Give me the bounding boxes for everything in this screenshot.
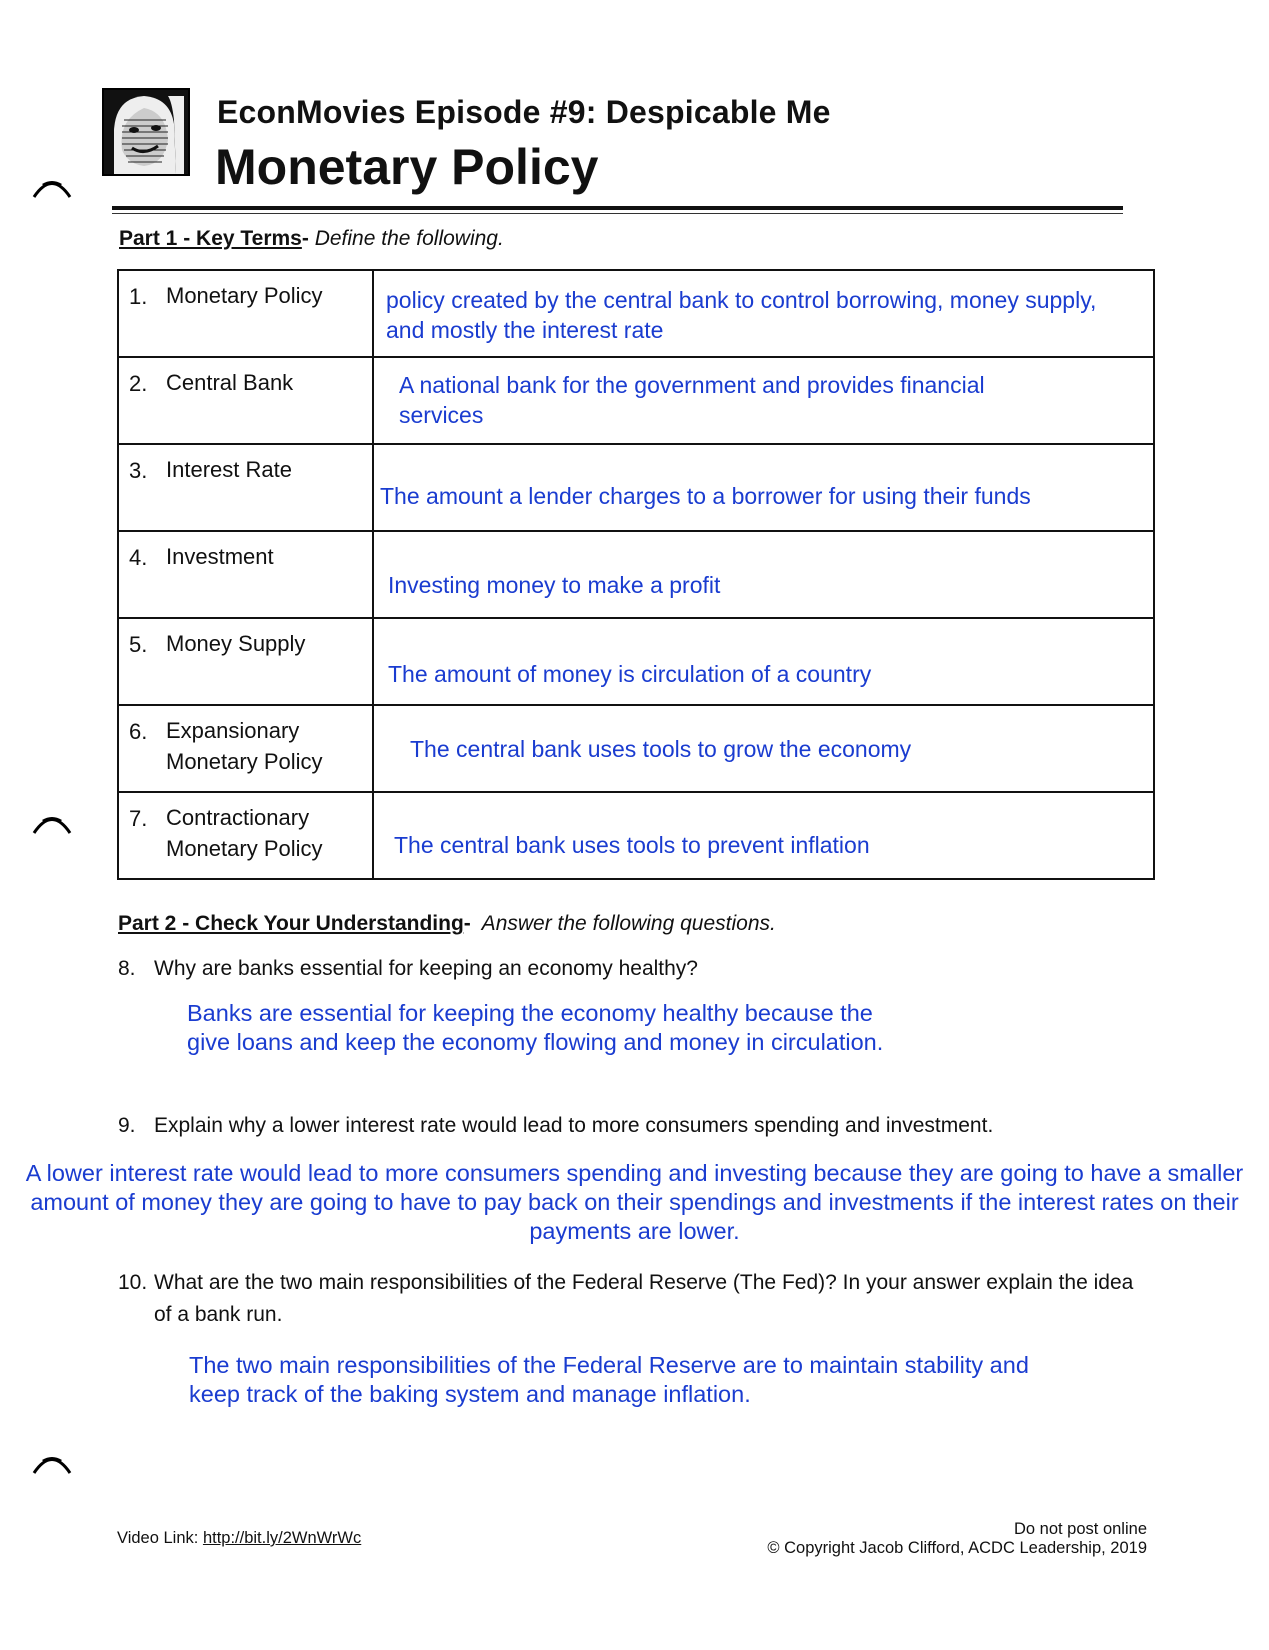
definition-answer[interactable]: The central bank uses tools to grow the economy [373, 705, 1154, 792]
hole-punch-mark [32, 1452, 72, 1474]
part1-heading [119, 227, 504, 251]
answer-10[interactable]: The two main responsibilities of the Federal Reserve are to maintain stability and keep track of the baking system and manage inflation. [189, 1352, 1029, 1407]
header-divider [112, 206, 1123, 210]
do-not-post-notice: Do not post online [1013, 1520, 1147, 1538]
term-cell: 7. Contractionary Monetary Policy [118, 792, 373, 879]
part2-separator: - [463, 912, 471, 935]
term-cell: 4. Investment [118, 531, 373, 618]
table-row [118, 270, 1154, 357]
video-link-label: Video Link: [117, 1529, 203, 1547]
term-cell: 6. Expansionary Monetary Policy [118, 705, 373, 792]
part2-heading [118, 912, 776, 936]
definition-answer[interactable]: The amount a lender charges to a borrower for using their funds [373, 444, 1154, 531]
part1-label: Part 1 - Key Terms [119, 227, 302, 250]
header-divider-thin [112, 213, 1123, 214]
table-row [118, 705, 1154, 792]
part1-separator: - [301, 227, 309, 250]
definition-answer[interactable]: Investing money to make a profit [373, 531, 1154, 618]
definition-answer[interactable]: policy created by the central bank to control borrowing, money supply, and mostly the interest rate [373, 270, 1154, 357]
table-row [118, 444, 1154, 531]
term-cell: 3. Interest Rate [118, 444, 373, 531]
definition-answer[interactable]: A national bank for the government and provides financial services [373, 357, 1154, 444]
hole-punch-mark [32, 812, 72, 834]
hole-punch-mark [32, 176, 72, 198]
table-row [118, 792, 1154, 879]
key-terms-table [117, 269, 1155, 880]
table-row [118, 357, 1154, 444]
term-cell: 5. Money Supply [118, 618, 373, 705]
definition-answer[interactable]: The amount of money is circulation of a country [373, 618, 1154, 705]
answer-9[interactable]: A lower interest rate would lead to more consumers spending and investing because they are going to have a smaller amount of money they are going to have to pay back on their spendings and investments if the interest rates on their payments are lower. [25, 1160, 1244, 1244]
answer-8[interactable]: Banks are essential for keeping the economy healthy because the give loans and keep the economy flowing and money in circulation. [187, 1000, 884, 1055]
part1-instruction: Define the following. [308, 227, 504, 250]
part2-label: Part 2 - Check Your Understanding [118, 912, 464, 935]
term-cell: 1. Monetary Policy [118, 270, 373, 357]
question-10: 10. What are the two main responsibilities of the Federal Reserve (The Fed)? In your answer explain the idea of a bank run. [118, 1271, 1134, 1326]
page-title: Monetary Policy [215, 139, 599, 195]
table-row [118, 618, 1154, 705]
definition-answer[interactable]: The central bank uses tools to prevent inflation [373, 792, 1154, 879]
footer-notice [767, 1520, 1147, 1558]
video-link[interactable]: http://bit.ly/2WnWrWc [202, 1529, 362, 1547]
copyright-notice: © Copyright Jacob Clifford, ACDC Leadership, 2019 [767, 1539, 1147, 1557]
episode-title: EconMovies Episode #9: Despicable Me [217, 94, 831, 130]
term-cell: 2. Central Bank [118, 357, 373, 444]
question-9: 9. Explain why a lower interest rate would lead to more consumers spending and investment. [118, 1114, 994, 1137]
part2-instruction: Answer the following questions. [470, 912, 776, 935]
table-row [118, 531, 1154, 618]
video-link-line [117, 1529, 361, 1548]
portrait-logo-icon [102, 88, 190, 176]
question-8: 8. Why are banks essential for keeping an economy healthy? [118, 957, 698, 980]
